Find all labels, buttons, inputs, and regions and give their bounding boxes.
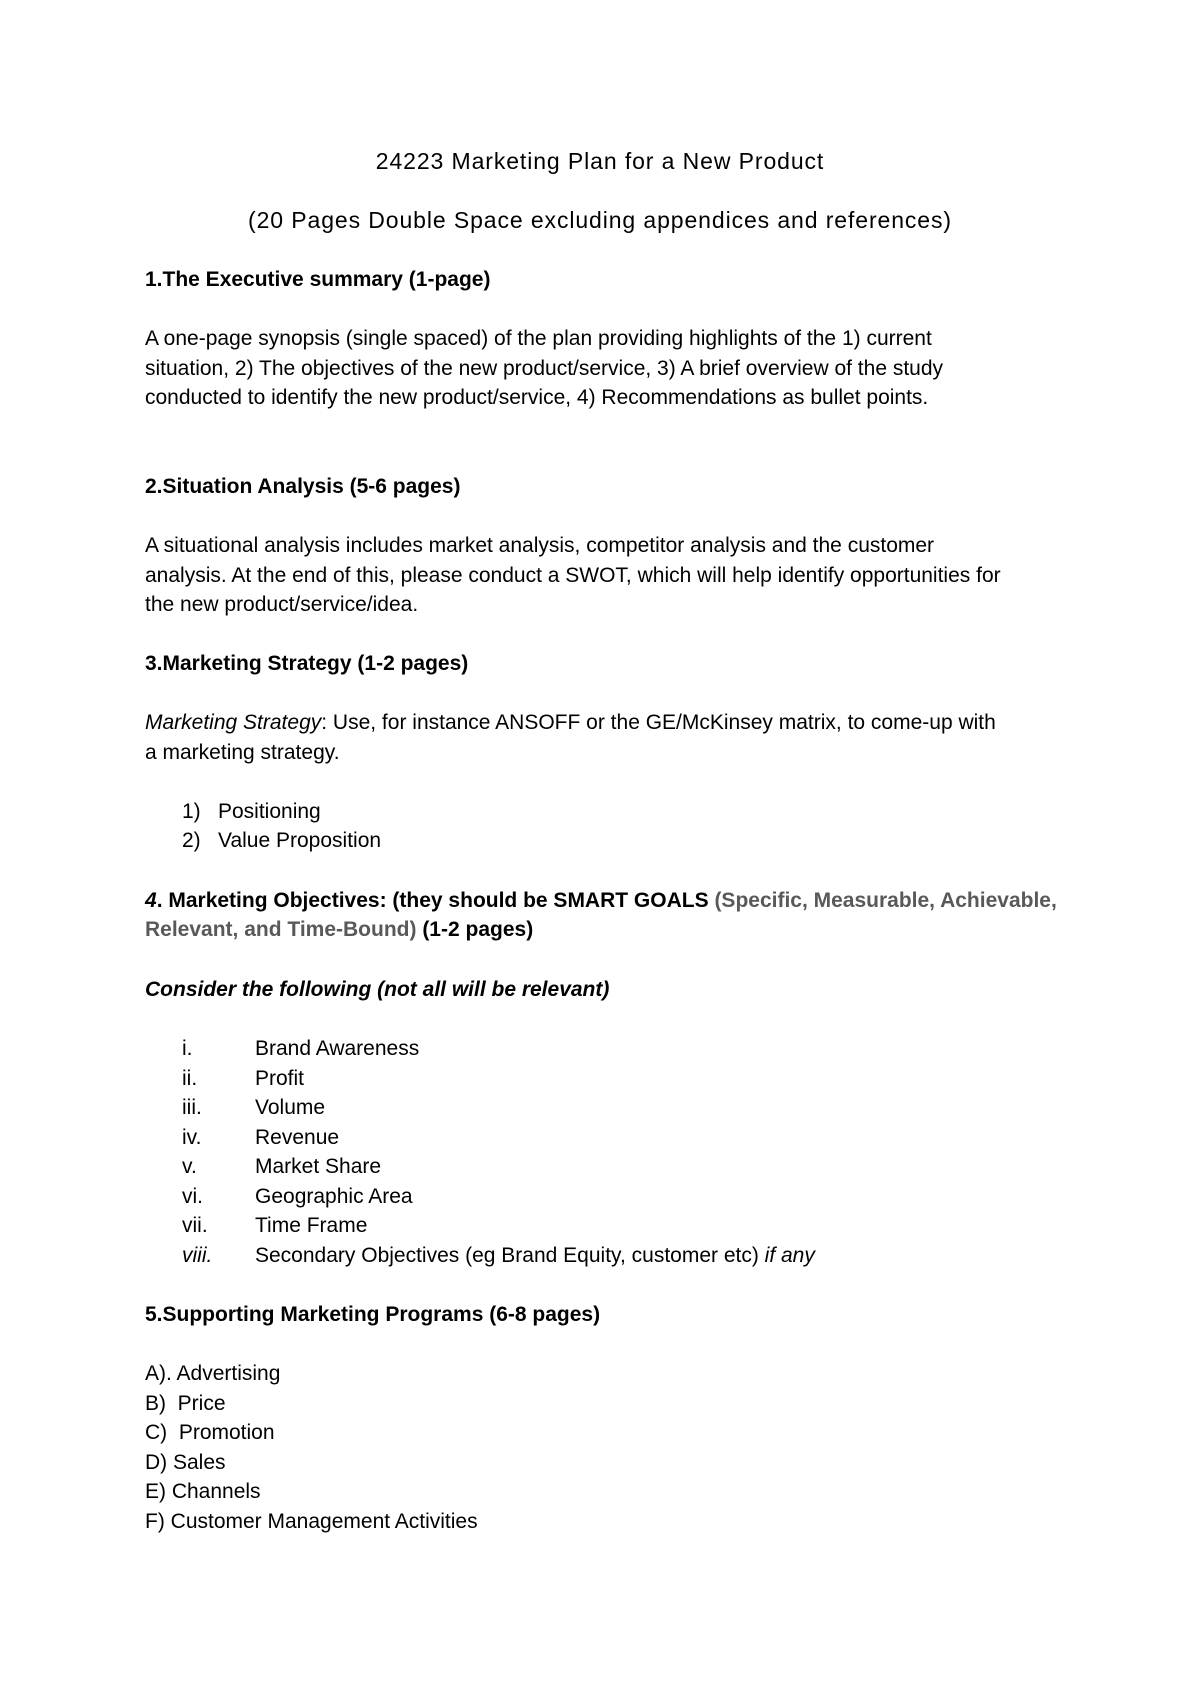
paragraph-line: A one-page synopsis (single spaced) of the plan providing highlights of the 1) current — [145, 327, 932, 350]
list-number: i. — [182, 1037, 193, 1060]
consider-note: Consider the following (not all will be relevant) — [145, 978, 610, 1001]
section-heading-text: . Marketing Objectives: (they should be SMART GOALS — [156, 889, 715, 912]
program-item: A). Advertising — [145, 1362, 281, 1385]
strategy-intro-label: Marketing Strategy — [145, 711, 322, 734]
list-item: Value Proposition — [218, 829, 382, 852]
program-item: E) Channels — [145, 1480, 261, 1503]
section-number: 4 — [145, 889, 157, 912]
paragraph-line: the new product/service/idea. — [145, 593, 419, 616]
program-item: F) Customer Management Activities — [145, 1510, 478, 1533]
list-item: Brand Awareness — [255, 1037, 420, 1060]
list-item: Time Frame — [255, 1214, 368, 1237]
list-item: Volume — [255, 1096, 326, 1119]
paragraph-line: situation, 2) The objectives of the new product/service, 3) A brief overview of the study — [145, 357, 944, 380]
document-title: 24223 Marketing Plan for a New Product — [375, 148, 825, 174]
smart-definition: (Specific, Measurable, Achievable, — [714, 889, 1057, 912]
strategy-intro-text: : Use, for instance ANSOFF or the GE/McKinsey matrix, to come-up with — [321, 711, 996, 734]
list-number: iii. — [182, 1096, 202, 1119]
list-item-suffix: if any — [764, 1244, 815, 1267]
program-item: B) Price — [145, 1392, 226, 1415]
list-number: 1) — [182, 800, 201, 823]
program-item: C) Promotion — [145, 1421, 275, 1444]
list-item: Geographic Area — [255, 1185, 413, 1208]
list-item — [255, 1241, 815, 1271]
list-item: Market Share — [255, 1155, 382, 1178]
paragraph-line: A situational analysis includes market analysis, competitor analysis and the customer — [145, 534, 935, 557]
list-number: v. — [182, 1155, 197, 1178]
section-heading-marketing-strategy: 3.Marketing Strategy (1-2 pages) — [145, 652, 469, 675]
paragraph-line: conducted to identify the new product/service, 4) Recommendations as bullet points. — [145, 386, 929, 409]
list-number: vi. — [182, 1185, 203, 1208]
section-heading-executive-summary: 1.The Executive summary (1-page) — [145, 268, 491, 291]
document-subtitle: (20 Pages Double Space excluding appendices and references) — [248, 207, 952, 233]
list-number: 2) — [182, 829, 201, 852]
program-item: D) Sales — [145, 1451, 226, 1474]
list-number: iv. — [182, 1126, 202, 1149]
list-item: Profit — [255, 1067, 305, 1090]
list-item-text: Secondary Objectives (eg Brand Equity, customer etc) — [255, 1244, 765, 1267]
list-number: vii. — [182, 1214, 208, 1237]
list-item: Positioning — [218, 800, 321, 823]
strategy-intro-line — [145, 708, 996, 738]
list-number: viii. — [182, 1244, 213, 1267]
section-heading-supporting-programs: 5.Supporting Marketing Programs (6-8 pages) — [145, 1303, 601, 1326]
section-heading-marketing-objectives — [145, 886, 1057, 916]
list-number: ii. — [182, 1067, 198, 1090]
section-heading-situation-analysis: 2.Situation Analysis (5-6 pages) — [145, 475, 461, 498]
smart-definition-continued: Relevant, and Time-Bound) — [145, 918, 417, 941]
list-item: Revenue — [255, 1126, 340, 1149]
paragraph-line: analysis. At the end of this, please conduct a SWOT, which will help identify opportunities for — [145, 564, 1001, 587]
page-count: (1-2 pages) — [416, 918, 534, 941]
paragraph-line: a marketing strategy. — [145, 741, 340, 764]
section-heading-marketing-objectives-line2 — [145, 915, 533, 945]
